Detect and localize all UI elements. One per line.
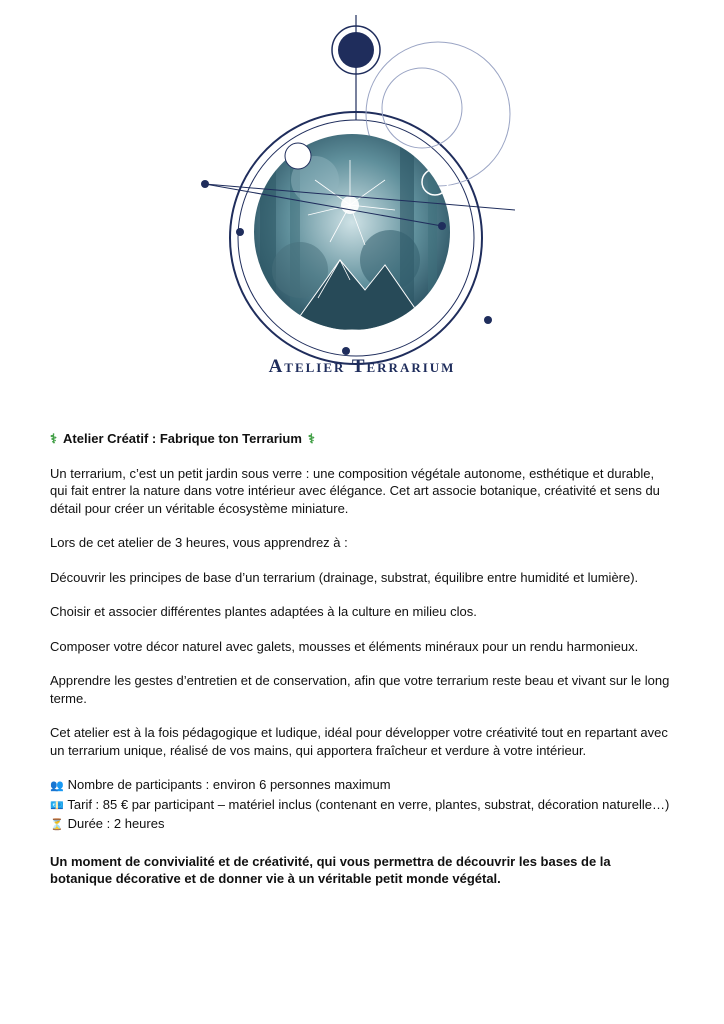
closing-paragraph: Un moment de convivialité et de créativité, qui vous permettra de découvrir les bases de la botanique décorative et de donner vie à un véritable petit monde végétal. <box>50 853 611 886</box>
list-item: Choisir et associer différentes plantes adaptées à la culture en milieu clos. <box>50 604 477 619</box>
duration-text: Durée : 2 heures <box>67 816 165 831</box>
people-icon: 👥 <box>50 780 64 792</box>
price-tag-icon: 💶 <box>50 799 64 812</box>
lead-paragraph: Lors de cet atelier de 3 heures, vous apprendrez à : <box>50 535 348 550</box>
herb-icon: ⚕ <box>307 431 315 446</box>
herb-icon: ⚕ <box>50 431 58 446</box>
list-item: Composer votre décor naturel avec galets, mousses et éléments minéraux pour un rendu harmonieux. <box>50 638 639 654</box>
participants-fact <box>50 776 675 796</box>
heading-text: Atelier Créatif : Fabrique ton Terrarium <box>63 431 302 446</box>
workshop-facts <box>50 776 675 835</box>
list-item: Découvrir les principes de base d’un terrarium (drainage, substrat, équilibre entre humidité et lumière). <box>50 569 639 585</box>
terrarium-logo <box>190 10 520 390</box>
list-item: Apprendre les gestes d’entretien et de conservation, afin que votre terrarium reste beau et vivant sur le long terme. <box>50 673 670 706</box>
summary-paragraph: Cet atelier est à la fois pédagogique et ludique, idéal pour développer votre créativité tout en repartant avec un terrarium unique, réalisé de vos mains, qui apportera fraîcheur et verdure à votre intérieur. <box>50 725 668 758</box>
heading <box>50 430 675 448</box>
price-fact <box>50 796 675 816</box>
brand-name: Atelier Terrarium <box>268 356 456 377</box>
intro-paragraph: Un terrarium, c’est un petit jardin sous verre : une composition végétale autonome, esthétique et durable, qui fait entrer la nature dans votre intérieur avec élégance. Cet art associe botanique, créativité et sens du détail pour créer un véritable écosystème miniature. <box>50 465 660 516</box>
duration-fact <box>50 815 675 835</box>
document-body <box>50 430 675 905</box>
hourglass-icon: ⏳ <box>50 819 64 831</box>
price-text: Tarif : 85 € par participant – matériel inclus (contenant en verre, plantes, substrat, décoration naturelle…) <box>67 796 670 812</box>
participants-text: Nombre de participants : environ 6 personnes maximum <box>67 777 391 792</box>
